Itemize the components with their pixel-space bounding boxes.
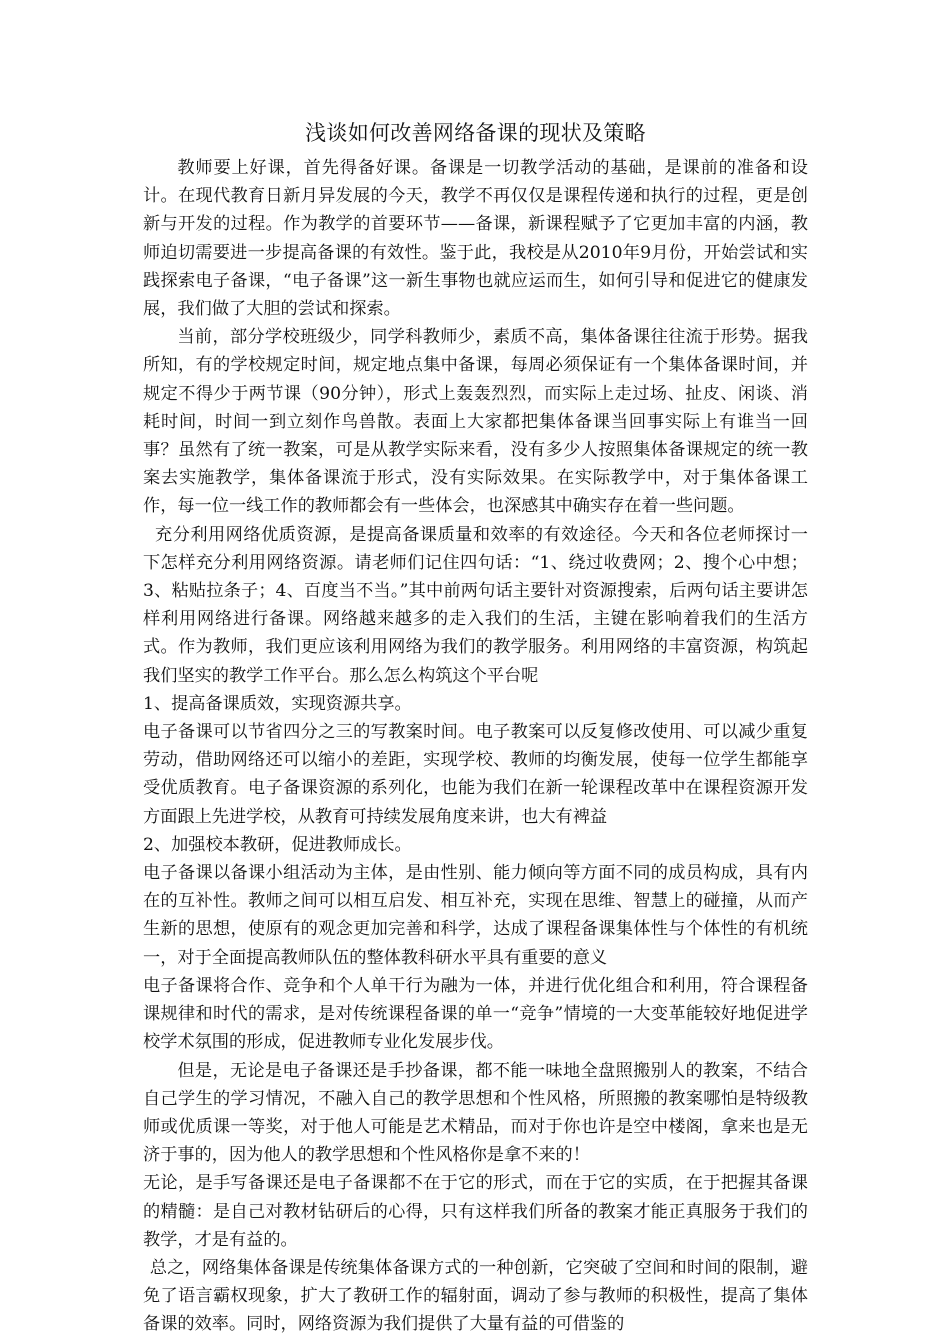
paragraph-network-resources: 充分利用网络优质资源，是提高备课质量和效率的有效途径。今天和各位老师探讨一下怎样充分利用网络资源。请老师们记住四句话：“1、绕过收费网；2、搜个心中想；3、粘贴拉条子；4、百度当不当。”其中前两句话主要针对资源搜索，后两句话主要讲怎样利用网络进行备课。网络越来越多的走入我们的生活，主键在影响着我们的生活方式。作为教师，我们更应该利用网络为我们的教学服务。利用网络的丰富资源，构筑起我们坚实的教学工作平台。那么怎么构筑这个平台呢 — [143, 524, 808, 686]
paragraph-intro: 教师要上好课，首先得备好课。备课是一切教学活动的基础，是课前的准备和设计。在现代教育日新月异发展的今天，教学不再仅仅是课程传递和执行的过程，更是创新与开发的过程。作为教学的首要环节——备课，新课程赋予了它更加丰富的内涵，教师迫切需要进一步提高备课的有效性。鉴于此，我校是从2010年9月份，开始尝试和实践探索电子备课，“电子备课”这一新生事物也就应运而生，如何引导和促进它的健康发展，我们做了大胆的尝试和探索。 — [143, 158, 808, 320]
paragraph-point-1: 电子备课可以节省四分之三的写教案时间。电子教案可以反复修改使用、可以减少重复劳动，借助网络还可以缩小的差距，实现学校、教师的均衡发展，使每一位学生都能享受优质教育。电子备课资源的系列化，也能为我们在新一轮课程改革中在课程资源开发方面跟上先进学校，从教育可持续发展角度来讲，也大有裨益 — [143, 722, 808, 827]
document-title: 浅谈如何改善网络备课的现状及策略 — [305, 121, 646, 145]
paragraph-conclusion: 总之，网络集体备课是传统集体备课方式的一种创新，它突破了空间和时间的限制，避免了语言霸权现象，扩大了教研工作的辐射面，调动了参与教师的积极性，提高了集体备课的效率。同时，网络资源为我们提供了大量有益的可借鉴的 — [143, 1257, 808, 1335]
document-body — [143, 118, 808, 1339]
paragraph-regardless: 无论，是手写备课还是电子备课都不在于它的形式，而在于它的实质，在于把握其备课的精髓：是自己对教材钻研后的心得，只有这样我们所备的教案才能正真服务于我们的教学，才是有益的。 — [143, 1173, 808, 1250]
paragraph-current-situation: 当前，部分学校班级少，同学科教师少，素质不高，集体备课往往流于形势。据我所知，有的学校规定时间，规定地点集中备课，每周必须保证有一个集体备课时间，并规定不得少于两节课（90分钟），形式上轰轰烈烈，而实际上走过场、扯皮、闲谈、消耗时间，时间一到立刻作鸟兽散。表面上大家都把集体备课当回事实际上有谁当一回事？虽然有了统一教案，可是从教学实际来看，没有多少人按照集体备课规定的统一教案去实施教学，集体备课流于形式，没有实际效果。在实际教学中，对于集体备课工作，每一位一线工作的教师都会有一些体会，也深感其中确实存在着一些问题。 — [143, 327, 808, 517]
paragraph-however: 但是，无论是电子备课还是手抄备课，都不能一味地全盘照搬别人的教案，不结合自己学生的学习情况，不融入自己的教学思想和个性风格，所照搬的教案哪怕是特级教师或优质课一等奖，对于他人可能是艺术精品，而对于你也许是空中楼阁，拿来也是无济于事的，因为他人的教学思想和个性风格你是拿不来的！ — [143, 1060, 808, 1166]
heading-point-2: 2、加强校本教研，促进教师成长。 — [143, 834, 412, 855]
paragraph-point-2b: 电子备课将合作、竞争和个人单干行为融为一体，并进行优化组合和利用，符合课程备课规律和时代的需求，是对传统课程备课的单一“竞争”情境的一大变革能较好地促进学校学术氛围的形成，促进教师专业化发展步伐。 — [143, 975, 808, 1053]
paragraph-point-2a: 电子备课以备课小组活动为主体，是由性别、能力倾向等方面不同的成员构成，具有内在的互补性。教师之间可以相互启发、相互补充，实现在思维、智慧上的碰撞，从而产生新的思想，使原有的观念更加完善和科学，达成了课程备课集体性与个体性的有机统一，对于全面提高教师队伍的整体教科研水平具有重要的意义 — [143, 863, 808, 968]
heading-point-1: 1、提高备课质效，实现资源共享。 — [143, 693, 412, 714]
